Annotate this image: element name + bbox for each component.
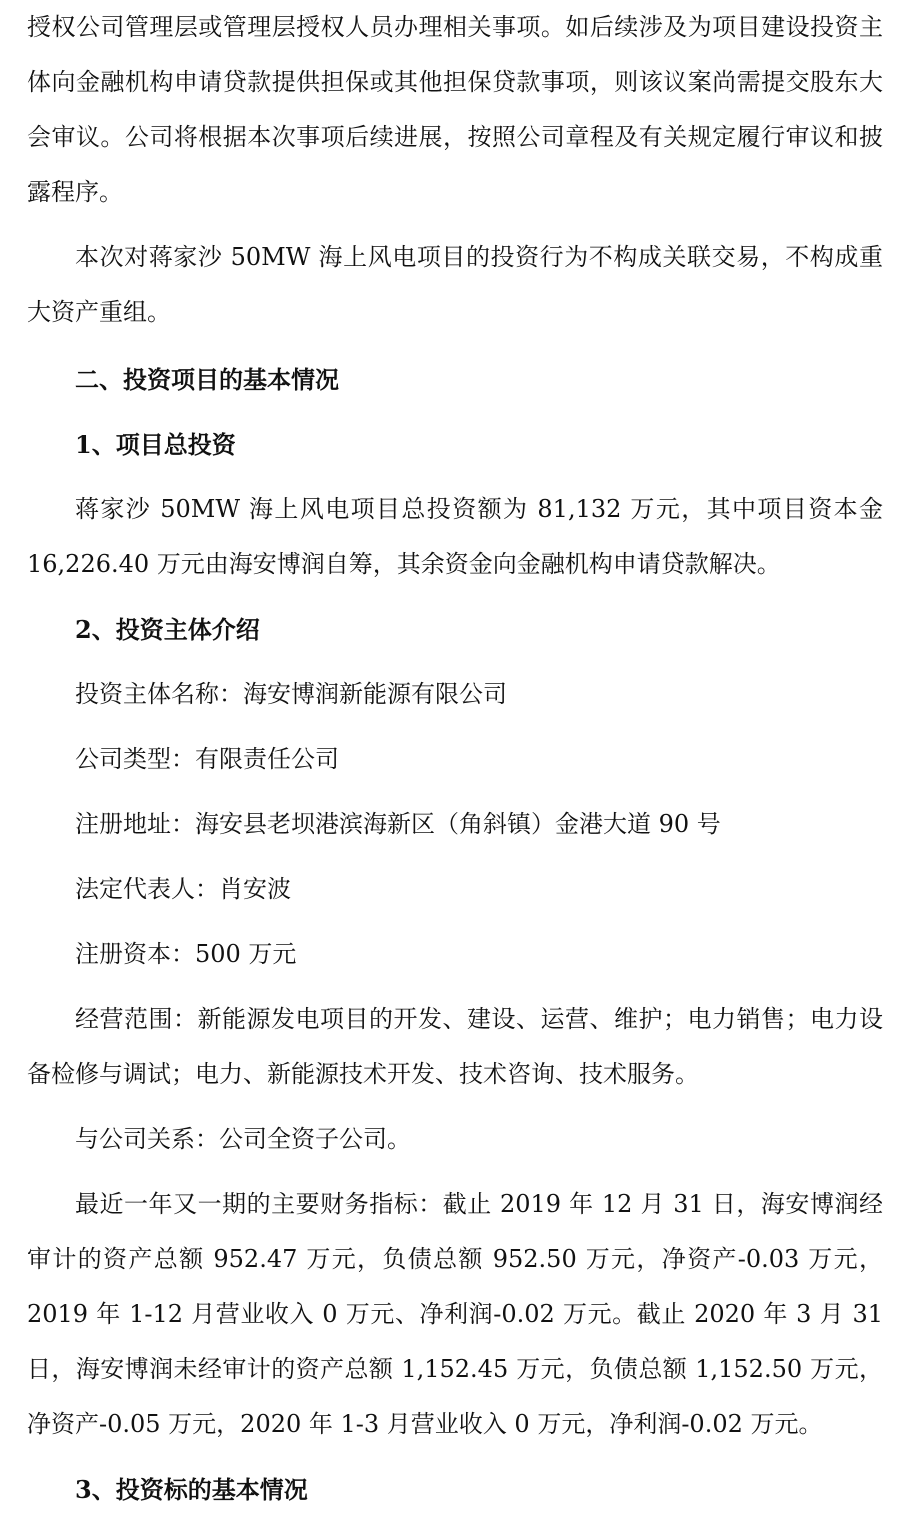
section-heading-investment-project: 二、投资项目的基本情况: [75, 365, 339, 394]
field-registered-capital: 注册资本：500 万元: [75, 940, 297, 968]
field-company-relation: 与公司关系：公司全资子公司。: [75, 1125, 411, 1153]
paragraph-authorization-continuation: 授权公司管理层或管理层授权人员办理相关事项。如后续涉及为项目建设投资主体向金融机构申请贷款提供担保或其他担保贷款事项，则该议案尚需提交股东大会审议。公司将根据本次事项后续进展，按照公司章程及有关规定履行审议和披露程序。: [27, 13, 883, 206]
subheading-total-investment: 1、项目总投资: [75, 430, 236, 459]
subheading-investment-subject: 2、投资主体介绍: [75, 615, 260, 644]
field-subject-name: 投资主体名称：海安博润新能源有限公司: [75, 680, 507, 708]
document-page: [27, 0, 883, 1517]
field-company-type: 公司类型：有限责任公司: [75, 745, 339, 773]
field-registered-address: 注册地址：海安县老坝港滨海新区（角斜镇）金港大道 90 号: [75, 810, 721, 838]
field-business-scope: 经营范围：新能源发电项目的开发、建设、运营、维护；电力销售；电力设备检修与调试；电力、新能源技术开发、技术咨询、技术服务。: [27, 1005, 883, 1088]
paragraph-financial-indicators: 最近一年又一期的主要财务指标：截止 2019 年 12 月 31 日，海安博润经审计的资产总额 952.47 万元，负债总额 952.50 万元，净资产-0.03 万元，2019 年 1-12 月营业收入 0 万元、净利润-0.02 万元。截止 2020 年 3 月 31 日，海安博润未经审计的资产总额 1,152.45 万元，负债总额 1,152.50 万元，净资产-0.05 万元，2020 年 1-3 月营业收入 0 万元，净利润-0.02 万元。: [27, 1190, 883, 1438]
paragraph-total-investment: 蒋家沙 50MW 海上风电项目总投资额为 81,132 万元，其中项目资本金 16,226.40 万元由海安博润自筹，其余资金向金融机构申请贷款解决。: [27, 495, 883, 578]
paragraph-related-transaction: 本次对蒋家沙 50MW 海上风电项目的投资行为不构成关联交易，不构成重大资产重组。: [27, 243, 883, 326]
subheading-investment-target: 3、投资标的基本情况: [75, 1475, 308, 1504]
field-legal-representative: 法定代表人：肖安波: [75, 875, 291, 903]
